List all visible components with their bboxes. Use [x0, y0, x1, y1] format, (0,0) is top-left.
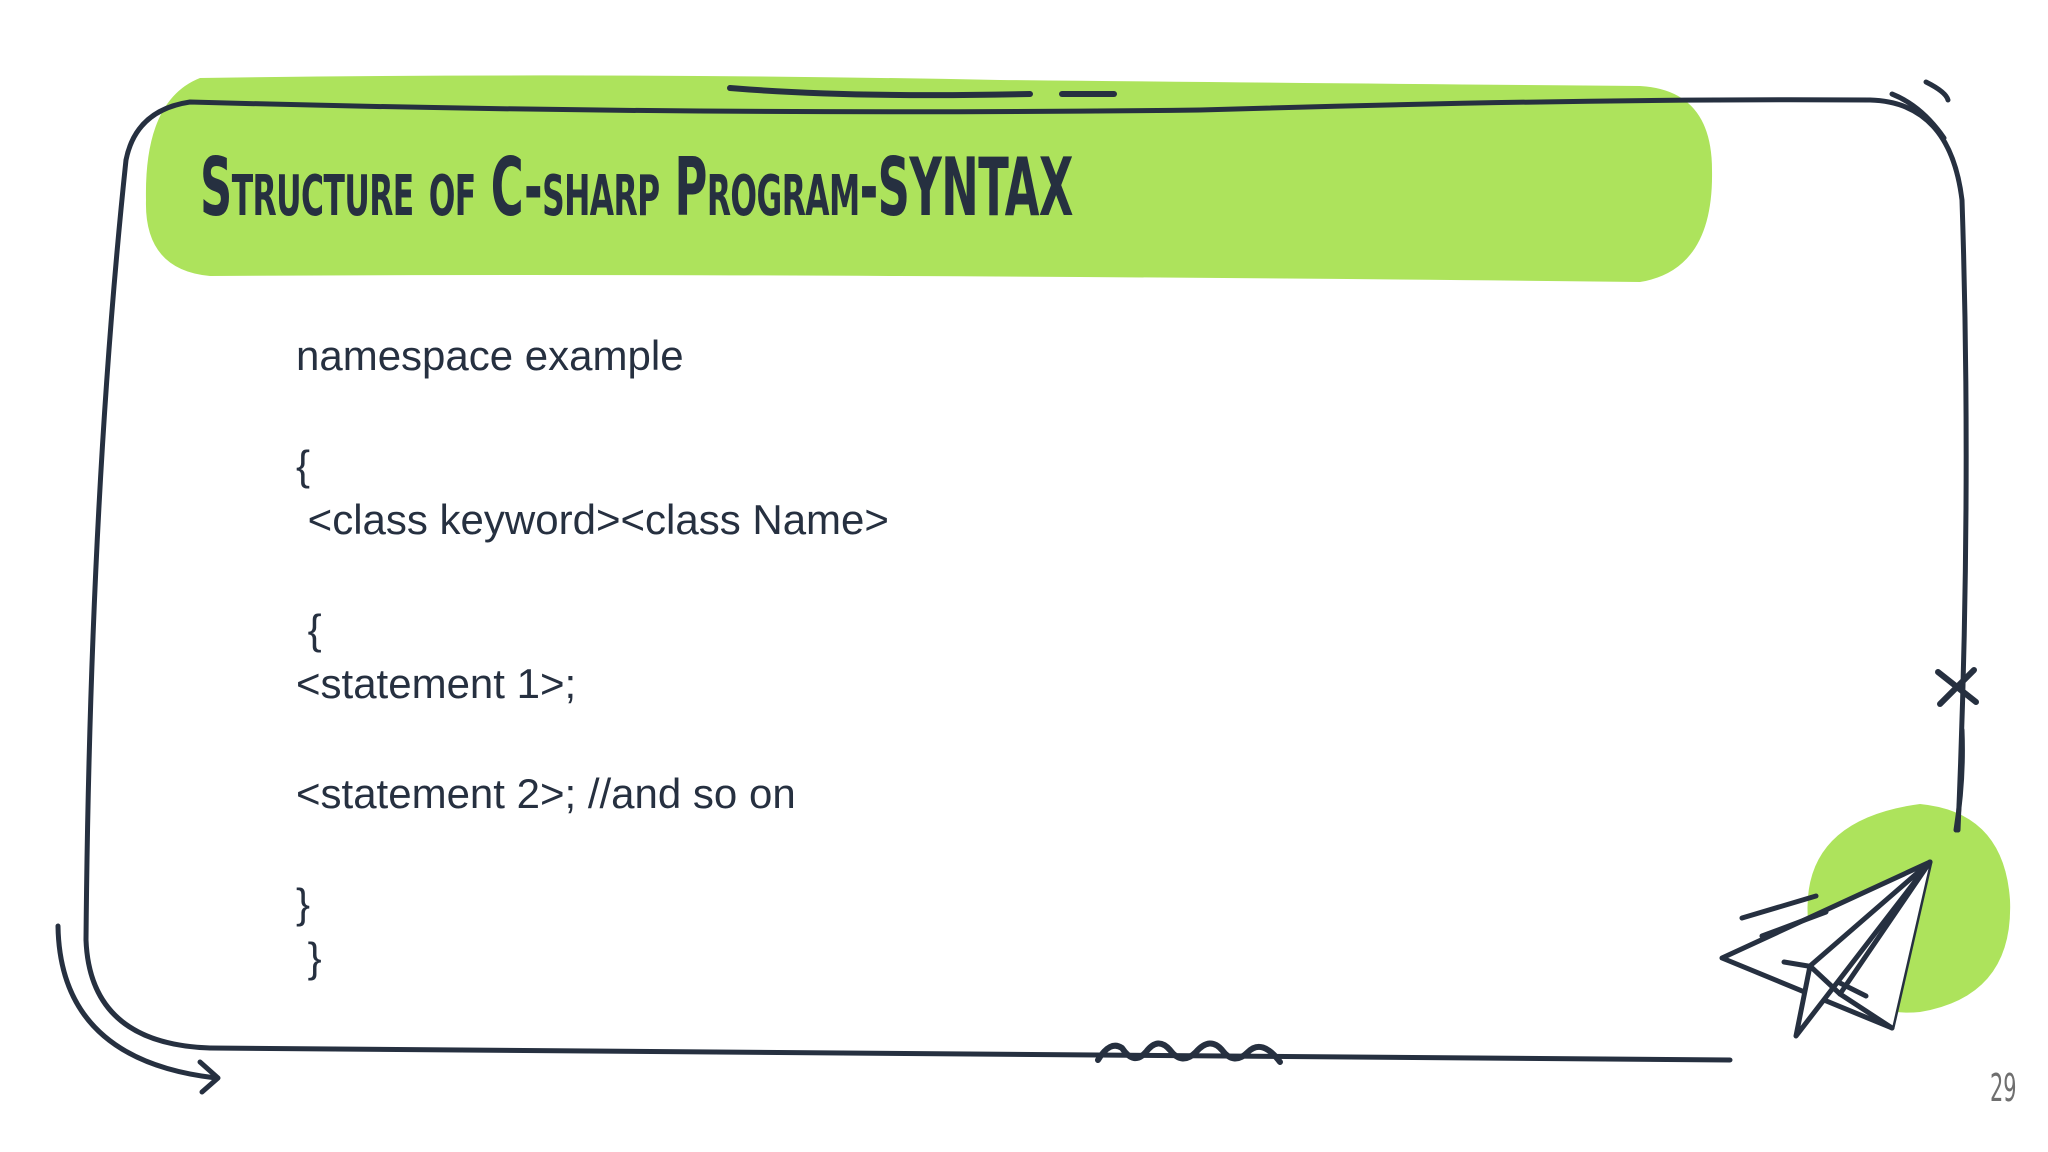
- code-line-statement-2: <statement 2>; //and so on: [296, 770, 796, 817]
- zigzag-squiggle: [1098, 1043, 1280, 1062]
- curved-arrow-icon: [58, 926, 218, 1092]
- cross-mark: [1938, 670, 1976, 704]
- code-line-inner-close-brace: }: [296, 880, 311, 927]
- page-number: 29: [1990, 1066, 2017, 1110]
- code-line-open-brace: {: [296, 442, 311, 489]
- motion-lines: [1892, 82, 1948, 138]
- code-line-class-declaration: <class keyword><class Name>: [296, 496, 889, 543]
- code-line-namespace: namespace example: [296, 332, 684, 379]
- slide-title: Structure of C-sharp Program-SYNTAX: [200, 141, 1073, 234]
- code-line-inner-open-brace: {: [296, 606, 322, 653]
- code-block: [296, 330, 889, 981]
- code-line-close-brace: }: [296, 934, 322, 981]
- code-line-statement-1: <statement 1>;: [296, 660, 577, 707]
